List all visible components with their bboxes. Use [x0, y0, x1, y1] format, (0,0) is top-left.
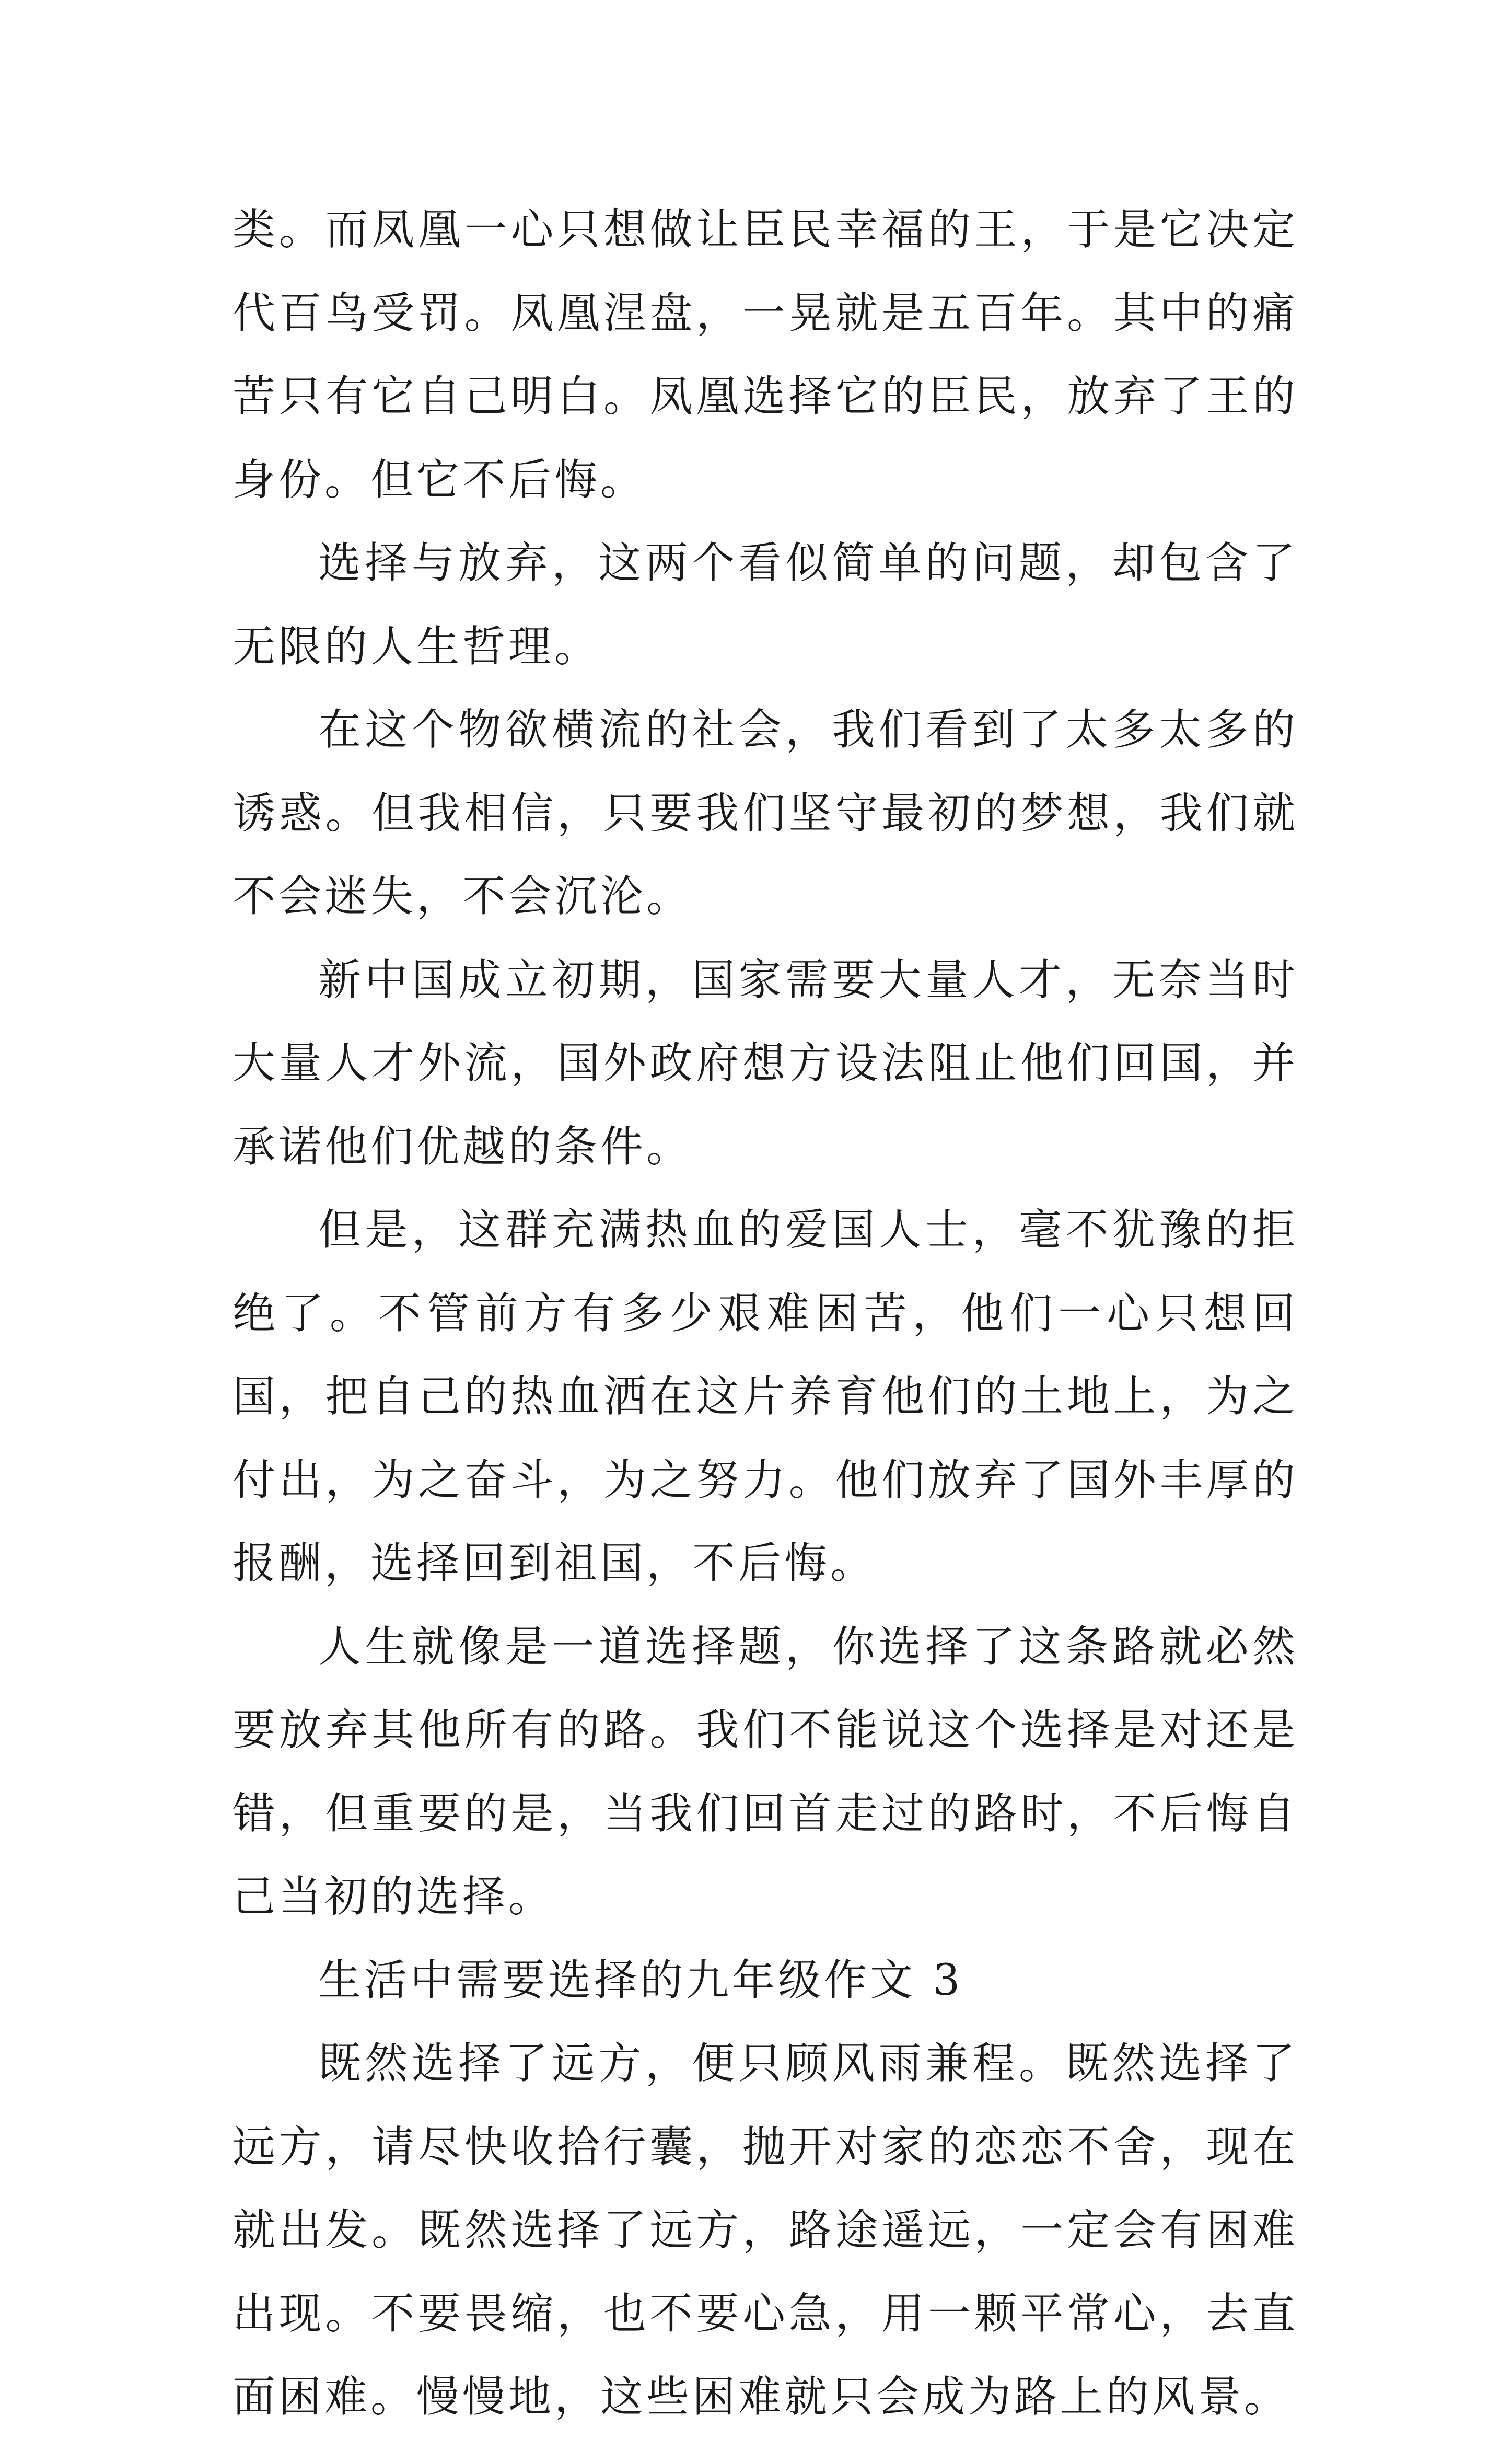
paragraph-6: 人生就像是一道选择题，你选择了这条路就必然要放弃其他所有的路。我们不能说这个选择是对还是错，但重要的是，当我们回首走过的路时，不后悔自己当初的选择。 [232, 1622, 1298, 1922]
paragraph-2: 选择与放弃，这两个看似简单的问题，却包含了无限的人生哲理。 [232, 538, 1298, 672]
paragraph-1: 类。而凤凰一心只想做让臣民幸福的王，于是它决定代百鸟受罚。凤凰涅盘，一晃就是五百年。其中的痛苦只有它自己明白。凤凰选择它的臣民，放弃了王的身份。但它不后悔。 [232, 205, 1298, 505]
paragraph-3: 在这个物欲横流的社会，我们看到了太多太多的诱惑。但我相信，只要我们坚守最初的梦想，我们就不会迷失，不会沉沦。 [232, 705, 1298, 921]
document-body [232, 188, 1298, 2439]
section-title: 生活中需要选择的九年级作文 3 [318, 1955, 963, 2005]
paragraph-5: 但是，这群充满热血的爱国人士，毫不犹豫的拒绝了。不管前方有多少艰难困苦，他们一心只想回国，把自己的热血洒在这片养育他们的土地上，为之付出，为之奋斗，为之努力。他们放弃了国外丰厚的报酬，选择回到祖国，不后悔。 [232, 1205, 1298, 1588]
paragraph-4: 新中国成立初期，国家需要大量人才，无奈当时大量人才外流，国外政府想方设法阻止他们回国，并承诺他们优越的条件。 [232, 955, 1298, 1172]
paragraph-7: 既然选择了远方，便只顾风雨兼程。既然选择了远方，请尽快收拾行囊，抛开对家的恋恋不舍，现在就出发。既然选择了远方，路途遥远，一定会有困难出现。不要畏缩，也不要心急，用一颗平常心，去直面困难。慢慢地，这些困难就只会成为路上的风景。 [232, 2039, 1298, 2422]
